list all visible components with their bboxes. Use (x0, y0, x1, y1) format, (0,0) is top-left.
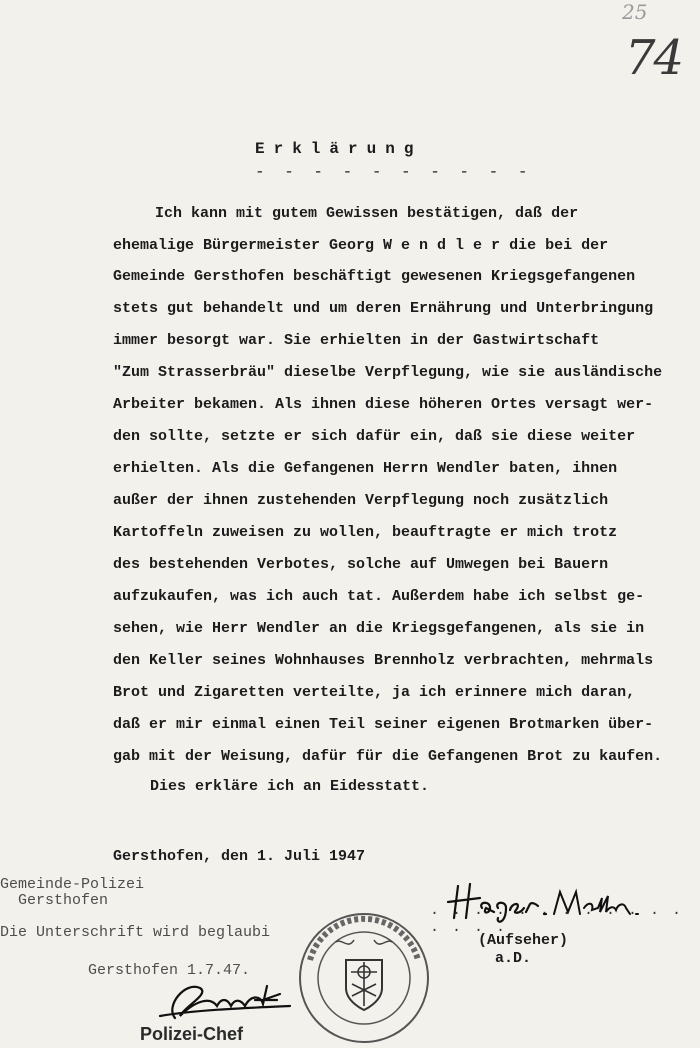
hager-signature (440, 878, 660, 928)
police-chief-signature (155, 976, 295, 1026)
body-line: aufzukaufen, was ich auch tat. Außerdem habe ich selbst ge- (113, 588, 645, 605)
body-line: Brot und Zigaretten verteilte, ja ich erinnere mich daran, (113, 684, 636, 701)
police-stamp-line: Gersthofen (18, 892, 109, 909)
archive-number: 25 (622, 0, 648, 24)
body-line: außer der ihnen zustehenden Verpflegung noch zusätzlich (113, 492, 609, 509)
body-line: sehen, wie Herr Wendler an die Kriegsgefangenen, als sie in (113, 620, 645, 637)
police-chief-label: Polizei-Chef (140, 1024, 244, 1044)
official-seal (296, 910, 432, 1046)
body-line: den sollte, setzte er sich dafür ein, daß sie diese weiter (113, 428, 636, 445)
police-stamp-line: Gemeinde-Polizei (0, 876, 145, 893)
body-line: "Zum Strasserbräu" dieselbe Verpflegung, wie sie ausländische (113, 364, 663, 381)
body-line: ehemalige Bürgermeister Georg W e n d l e r die bei der (113, 237, 609, 254)
body-line: des bestehenden Verbotes, solche auf Umwegen bei Bauern (113, 556, 609, 573)
body-line: Kartoffeln zuweisen zu wollen, beauftragte er mich trotz (113, 524, 618, 541)
body-line: daß er mir einmal einen Teil seiner eigenen Brotmarken über- (113, 716, 654, 733)
body-line: erhielten. Als die Gefangenen Herrn Wendler baten, ihnen (113, 460, 618, 477)
body-line: Ich kann mit gutem Gewissen bestätigen, daß der (155, 205, 579, 222)
police-stamp-date: Gersthofen 1.7.47. (88, 962, 251, 979)
signatory-role: (Aufseher) (478, 932, 569, 949)
police-stamp-line: Die Unterschrift wird beglaubi (0, 924, 271, 941)
signatory-suffix: a.D. (495, 950, 532, 967)
place-and-date: Gersthofen, den 1. Juli 1947 (113, 848, 366, 865)
document-title: Erklärung (255, 140, 423, 158)
page-number: 74 (625, 30, 683, 86)
body-line: Gemeinde Gersthofen beschäftigt gewesenen Kriegsgefangenen (113, 268, 636, 285)
body-line: immer besorgt war. Sie erhielten in der Gastwirtschaft (113, 332, 600, 349)
body-line: Arbeiter bekamen. Als ihnen diese höheren Ortes versagt wer- (113, 396, 654, 413)
body-line: gab mit der Weisung, dafür für die Gefangenen Brot zu kaufen. (113, 748, 663, 765)
body-line: stets gut behandelt und um deren Ernährung und Unterbringung (113, 300, 654, 317)
title-underline: - - - - - - - - - - (255, 163, 533, 181)
body-line: Dies erkläre ich an Eidesstatt. (150, 778, 430, 795)
body-line: den Keller seines Wohnhauses Brennholz verbrachten, mehrmals (113, 652, 654, 669)
signature-dotted-line: . . . . . . . . . . . . . . . . (430, 902, 684, 936)
